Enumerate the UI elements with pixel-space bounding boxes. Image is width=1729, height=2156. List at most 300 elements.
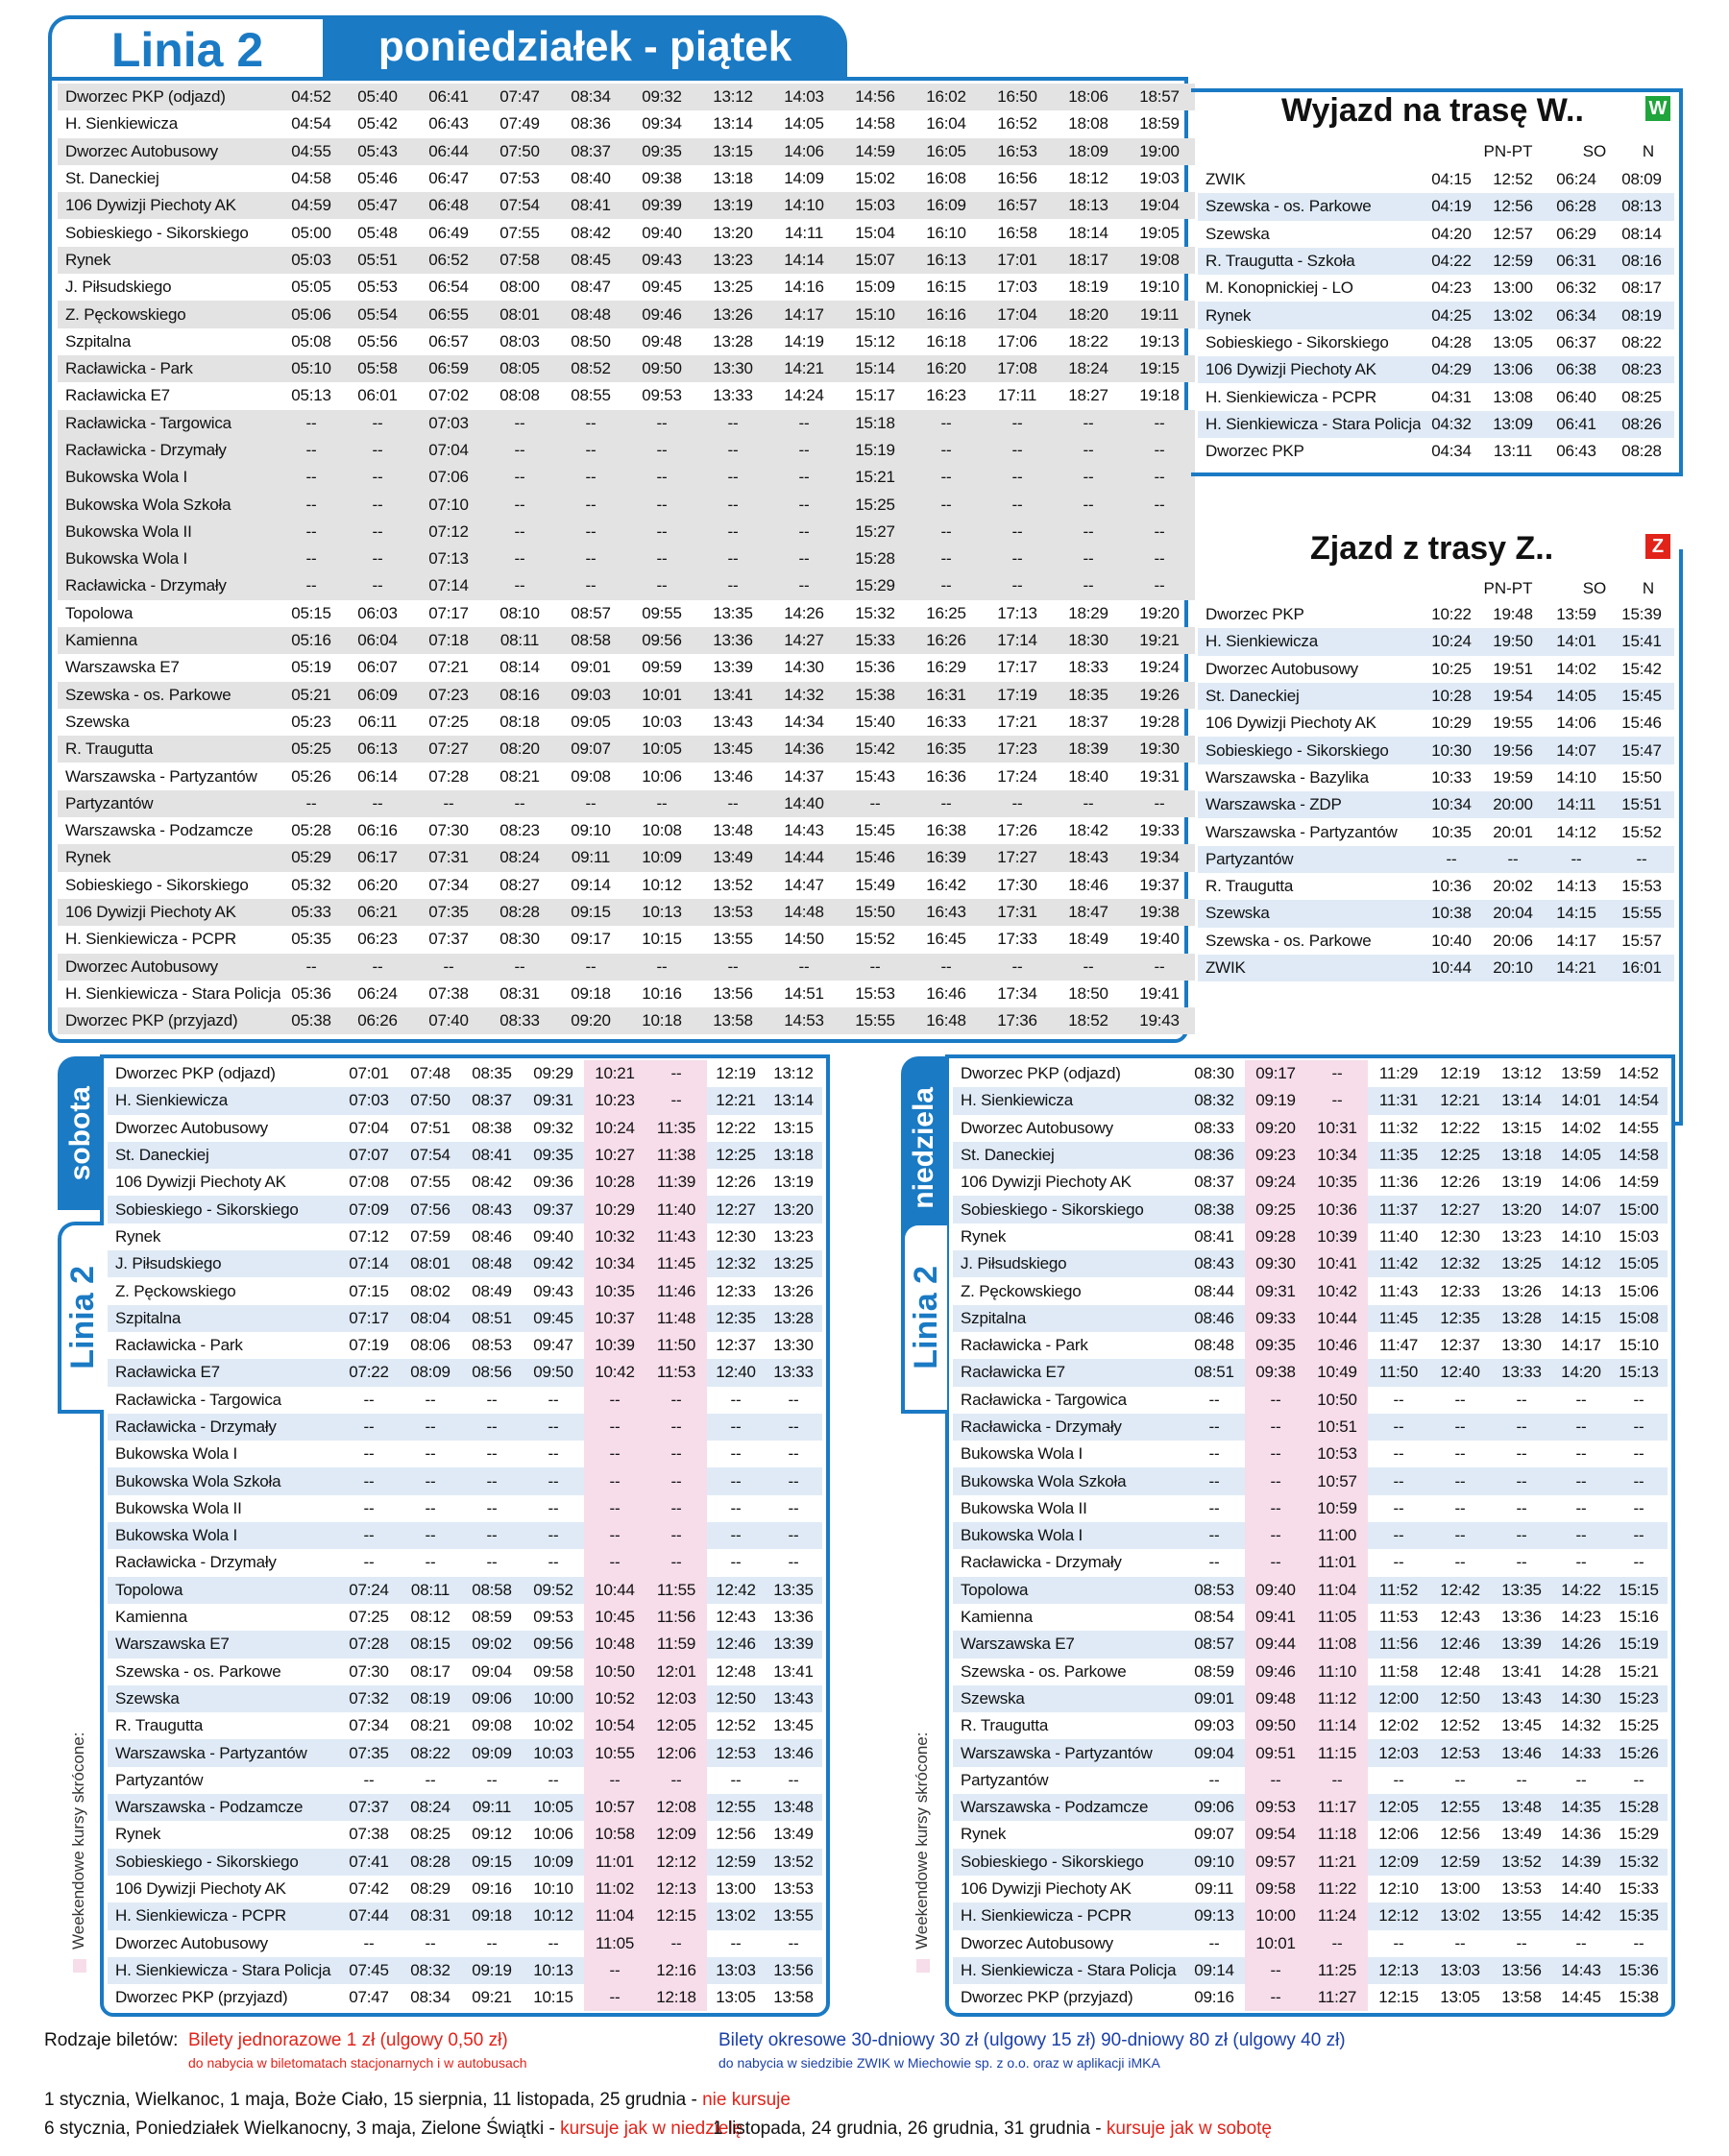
- departure-time: 19:00: [1124, 138, 1195, 165]
- departure-time: 13:52: [1491, 1849, 1552, 1876]
- departure-time: 12:09: [645, 1821, 707, 1848]
- departure-time: 13:45: [1501, 1716, 1542, 1735]
- departure-time: --: [1516, 1770, 1527, 1789]
- departure-time: 15:03: [1619, 1226, 1659, 1246]
- departure-time: 11:39: [645, 1169, 707, 1196]
- table-row: [58, 899, 1208, 926]
- departure-time: 13:41: [1501, 1661, 1542, 1681]
- departure-time: --: [911, 545, 982, 572]
- departure-time: 11:05: [1306, 1604, 1368, 1631]
- departure-time: 12:53: [1429, 1739, 1491, 1766]
- departure-time: --: [1368, 1414, 1429, 1441]
- departure-time: 14:17: [1561, 1336, 1601, 1355]
- table-row: [953, 1495, 1669, 1522]
- table-row: [953, 1332, 1669, 1359]
- departure-time: 08:19: [1609, 302, 1674, 328]
- stop-name: Dworzec PKP: [1205, 442, 1304, 461]
- stop-name: Warszawska - Podzamcze: [65, 821, 254, 840]
- departure-time: 08:21: [499, 766, 540, 786]
- departure-time: --: [1245, 1522, 1306, 1549]
- departure-time: 08:28: [484, 899, 555, 926]
- departure-time: --: [461, 1414, 523, 1441]
- departure-time: 05:40: [342, 84, 413, 110]
- stop-name: Z. Pęckowskiego: [115, 1281, 236, 1300]
- table-row: [108, 1250, 824, 1277]
- departure-time: 10:39: [1306, 1223, 1368, 1250]
- departure-time: 06:24: [1556, 170, 1596, 189]
- departure-time: --: [626, 491, 697, 518]
- table-row: [953, 1794, 1669, 1821]
- days-tab: [323, 15, 847, 79]
- table-row: [953, 1223, 1669, 1250]
- departure-time: 15:18: [840, 410, 911, 437]
- departure-time: --: [1393, 1444, 1404, 1464]
- departure-time: 15:38: [1619, 1988, 1659, 2007]
- depart-table: [1198, 166, 1674, 465]
- departure-time: --: [584, 1414, 645, 1441]
- departure-time: 07:12: [413, 519, 484, 545]
- table-row: [108, 1631, 824, 1658]
- table-row: [953, 1902, 1669, 1929]
- departure-time: 10:41: [1306, 1250, 1368, 1277]
- table-row: [58, 410, 1208, 437]
- departure-time: 14:34: [784, 712, 824, 731]
- departure-time: --: [1053, 545, 1124, 572]
- table-row: [953, 1685, 1669, 1712]
- departure-time: 18:19: [1068, 278, 1108, 297]
- departure-time: 10:24: [1421, 628, 1482, 655]
- departure-time: 12:27: [707, 1196, 765, 1223]
- table-row: [58, 84, 1208, 110]
- departure-time: 18:42: [1068, 821, 1108, 840]
- table-row: [58, 219, 1208, 246]
- stop-name: Kamienna: [961, 1608, 1033, 1627]
- departure-time: 16:38: [926, 821, 966, 840]
- table-row: [58, 519, 1208, 545]
- departure-time: --: [1306, 1087, 1368, 1114]
- departure-time: --: [425, 1390, 436, 1409]
- departure-time: 09:16: [1194, 1988, 1234, 2007]
- departure-time: --: [484, 491, 555, 518]
- departure-time: 13:48: [1491, 1794, 1552, 1821]
- departure-time: 11:25: [1306, 1957, 1368, 1984]
- departure-time: 05:15: [291, 603, 331, 622]
- departure-time: 18:29: [1068, 603, 1108, 622]
- departure-time: 14:03: [768, 84, 840, 110]
- departure-time: 13:09: [1482, 411, 1544, 438]
- departure-time: 12:48: [1440, 1661, 1480, 1681]
- departure-time: 04:20: [1431, 224, 1472, 243]
- departure-time: --: [1183, 1467, 1245, 1494]
- table-row: [1198, 846, 1674, 873]
- departure-time: 13:56: [1491, 1957, 1552, 1984]
- departure-time: --: [1245, 1495, 1306, 1522]
- departure-time: 13:20: [1491, 1196, 1552, 1223]
- departure-time: 08:18: [499, 712, 540, 731]
- departure-time: 15:19: [1610, 1631, 1668, 1658]
- departure-time: 10:48: [584, 1631, 645, 1658]
- departure-time: 17:04: [982, 301, 1053, 327]
- stop-name: 106 Dywizji Piechoty AK: [961, 1173, 1132, 1192]
- departure-time: 16:18: [926, 331, 966, 351]
- table-row: [953, 1631, 1669, 1658]
- departure-time: 11:29: [1378, 1064, 1419, 1083]
- table-row: [953, 1115, 1669, 1142]
- return-header-pnpt: PN-PT: [1483, 579, 1533, 597]
- stop-name: Warszawska - Partyzantów: [1205, 822, 1398, 841]
- departure-time: --: [1053, 519, 1124, 545]
- departure-time: 12:56: [1440, 1825, 1480, 1844]
- table-row: [1198, 221, 1674, 248]
- departure-time: 07:28: [338, 1631, 400, 1658]
- departure-time: 13:02: [1429, 1902, 1491, 1929]
- stop-name: St. Daneckiej: [953, 1142, 1183, 1169]
- departure-time: 13:36: [773, 1608, 814, 1627]
- departure-time: 05:06: [280, 301, 342, 327]
- departure-time: 16:33: [926, 712, 966, 731]
- departure-time: 11:01: [1306, 1549, 1368, 1576]
- departure-time: --: [1454, 1553, 1466, 1572]
- departure-time: 13:39: [1491, 1631, 1552, 1658]
- departure-time: 18:39: [1053, 736, 1124, 763]
- weekday-table: [58, 84, 1208, 1034]
- table-row: [108, 1387, 824, 1414]
- departure-time: 19:18: [1139, 386, 1180, 405]
- departure-time: --: [342, 519, 413, 545]
- departure-time: 06:43: [428, 114, 469, 133]
- departure-time: 14:43: [784, 821, 824, 840]
- departure-time: 10:12: [523, 1902, 584, 1929]
- departure-time: 12:21: [707, 1087, 765, 1114]
- departure-time: 15:19: [840, 437, 911, 464]
- departure-time: 12:43: [716, 1608, 756, 1627]
- departure-time: --: [1124, 410, 1195, 437]
- departure-time: 10:44: [584, 1577, 645, 1604]
- departure-time: 14:58: [855, 114, 895, 133]
- table-row: [1198, 166, 1674, 193]
- departure-time: --: [1053, 790, 1124, 817]
- departure-time: --: [1429, 1414, 1491, 1441]
- departure-time: 06:11: [357, 712, 398, 731]
- departure-time: 12:01: [645, 1659, 707, 1685]
- stop-name: H. Sienkiewicza: [108, 1087, 338, 1114]
- departure-time: --: [645, 1522, 707, 1549]
- departure-time: 14:13: [1556, 877, 1596, 896]
- departure-time: --: [788, 1770, 799, 1789]
- departure-time: --: [425, 1553, 436, 1572]
- departure-time: 12:33: [1440, 1281, 1480, 1300]
- departure-time: 15:40: [855, 712, 895, 731]
- departure-time: 05:00: [291, 223, 331, 242]
- table-row: [108, 1196, 824, 1223]
- table-row: [108, 1414, 824, 1441]
- departure-time: 07:59: [410, 1226, 451, 1246]
- departure-time: 05:16: [280, 627, 342, 654]
- saturday-line-label: Linia 2: [63, 1266, 101, 1369]
- departure-time: 16:05: [911, 138, 982, 165]
- departure-time: 06:03: [357, 603, 398, 622]
- departure-time: 08:57: [1183, 1631, 1245, 1658]
- departure-time: 14:14: [768, 247, 840, 274]
- stop-name: Dworzec PKP: [1205, 605, 1304, 624]
- table-row: [108, 1604, 824, 1631]
- departure-time: 13:20: [713, 223, 753, 242]
- departure-time: --: [697, 519, 768, 545]
- departure-time: 09:11: [461, 1794, 523, 1821]
- departure-time: 13:25: [765, 1250, 822, 1277]
- stop-name: Kamienna: [58, 627, 280, 654]
- departure-time: 06:41: [1544, 411, 1609, 438]
- departure-time: --: [788, 1444, 799, 1464]
- departure-time: 13:18: [1491, 1142, 1552, 1169]
- departure-time: 07:17: [338, 1305, 400, 1332]
- departure-time: 18:13: [1053, 192, 1124, 219]
- table-row: [953, 1577, 1669, 1604]
- saturday-note: Weekendowe kursy skrócone:: [69, 1732, 87, 1950]
- single-tickets-where: do nabycia w biletomatach stacjonarnych i w autobusach: [188, 2055, 527, 2071]
- departure-time: 13:35: [1491, 1577, 1552, 1604]
- table-row: [58, 355, 1208, 382]
- departure-time: --: [697, 410, 768, 437]
- departure-time: --: [461, 1467, 523, 1494]
- stop-name: Racławicka - Drzymały: [953, 1414, 1183, 1441]
- departure-time: --: [730, 1390, 742, 1409]
- table-row: [108, 1087, 824, 1114]
- departure-time: --: [1053, 410, 1124, 437]
- departure-time: 09:14: [1183, 1957, 1245, 1984]
- departure-time: 20:02: [1493, 877, 1533, 896]
- departure-time: --: [645, 1930, 707, 1957]
- departure-time: 06:59: [413, 355, 484, 382]
- departure-time: 14:27: [768, 627, 840, 654]
- departure-time: --: [1491, 1414, 1552, 1441]
- departure-time: 12:46: [1429, 1631, 1491, 1658]
- holiday-note-2-red: kursuje jak w niedzielę: [560, 2119, 743, 2139]
- departure-time: 14:10: [1556, 767, 1596, 787]
- departure-time: 16:16: [911, 301, 982, 327]
- departure-time: 14:52: [1619, 1064, 1659, 1083]
- departure-time: 11:58: [1378, 1661, 1419, 1681]
- departure-time: --: [523, 1414, 584, 1441]
- departure-time: 08:59: [472, 1608, 512, 1627]
- departure-time: 18:30: [1053, 627, 1124, 654]
- departure-time: --: [584, 1495, 645, 1522]
- departure-time: 14:01: [1552, 1087, 1610, 1114]
- departure-time: --: [707, 1467, 765, 1494]
- departure-time: 09:40: [533, 1226, 573, 1246]
- departure-time: 19:40: [1139, 930, 1180, 949]
- stop-name: H. Sienkiewicza - Stara Policja: [65, 983, 280, 1003]
- departure-time: 13:53: [773, 1879, 814, 1899]
- departure-time: 18:43: [1053, 844, 1124, 871]
- departure-time: 07:34: [349, 1716, 389, 1735]
- saturday-table-wrap: [108, 1060, 824, 2011]
- stop-name: Rynek: [115, 1825, 161, 1844]
- table-row: [953, 1659, 1669, 1685]
- stop-name: Rynek: [115, 1226, 161, 1246]
- table-row: [58, 1007, 1208, 1034]
- departure-time: 12:03: [645, 1685, 707, 1712]
- departure-time: 14:23: [1561, 1608, 1601, 1627]
- departure-time: 04:19: [1421, 193, 1482, 220]
- departure-time: --: [486, 1498, 498, 1517]
- departure-time: 10:50: [1306, 1387, 1368, 1414]
- departure-time: 05:56: [357, 331, 398, 351]
- stop-name: M. Konopnickiej - LO: [1205, 279, 1353, 298]
- departure-time: 09:30: [1245, 1250, 1306, 1277]
- departure-time: 09:52: [523, 1577, 584, 1604]
- departure-time: --: [982, 491, 1053, 518]
- departure-time: 08:12: [410, 1608, 451, 1627]
- departure-time: 12:25: [1429, 1142, 1491, 1169]
- departure-time: --: [1053, 572, 1124, 599]
- table-row: [58, 709, 1208, 736]
- departure-time: 09:18: [461, 1902, 523, 1929]
- departure-time: 09:56: [626, 627, 697, 654]
- table-row: [108, 1359, 824, 1386]
- departure-time: --: [1516, 1933, 1527, 1952]
- departure-time: 13:18: [765, 1142, 822, 1169]
- departure-time: 08:03: [499, 331, 540, 351]
- departure-time: 10:33: [1431, 767, 1472, 787]
- departure-time: 14:40: [1561, 1879, 1601, 1899]
- table-row: [1198, 900, 1674, 927]
- departure-time: --: [697, 491, 768, 518]
- departure-time: --: [555, 790, 626, 817]
- departure-time: 10:02: [533, 1716, 573, 1735]
- departure-time: 15:41: [1609, 628, 1674, 655]
- departure-time: 14:11: [1544, 791, 1609, 818]
- departure-time: 13:19: [697, 192, 768, 219]
- departure-time: 15:09: [855, 278, 895, 297]
- departure-time: 09:09: [461, 1739, 523, 1766]
- table-row: [953, 1277, 1669, 1304]
- departure-time: 09:36: [533, 1173, 573, 1192]
- departure-time: --: [626, 545, 697, 572]
- departure-time: 14:11: [784, 223, 824, 242]
- stop-name: Dworzec Autobusowy: [58, 138, 280, 165]
- departure-time: --: [1633, 1390, 1644, 1409]
- stop-name: Racławicka - Drzymały: [58, 572, 280, 599]
- table-row: [953, 1876, 1669, 1902]
- table-row: [953, 1549, 1669, 1576]
- departure-time: 10:35: [1306, 1169, 1368, 1196]
- departure-time: 11:36: [1378, 1173, 1419, 1192]
- departure-time: 11:56: [1368, 1631, 1429, 1658]
- departure-time: --: [425, 1933, 436, 1952]
- departure-time: 07:35: [413, 899, 484, 926]
- table-row: [58, 110, 1208, 137]
- departure-time: --: [1368, 1467, 1429, 1494]
- departure-time: 11:47: [1378, 1336, 1419, 1355]
- departure-time: 15:29: [1619, 1825, 1659, 1844]
- departure-time: 09:01: [1183, 1685, 1245, 1712]
- departure-time: 16:23: [926, 386, 966, 405]
- departure-time: 18:47: [1053, 899, 1124, 926]
- table-row: [58, 600, 1208, 627]
- departure-time: 11:37: [1368, 1196, 1429, 1223]
- departure-time: 14:21: [768, 355, 840, 382]
- departure-time: 15:08: [1610, 1305, 1668, 1332]
- departure-time: 16:20: [911, 355, 982, 382]
- departure-time: 06:20: [357, 875, 398, 894]
- departure-time: --: [555, 572, 626, 599]
- departure-time: 09:41: [1245, 1604, 1306, 1631]
- departure-time: 19:24: [1139, 658, 1180, 677]
- departure-time: --: [338, 1522, 400, 1549]
- departure-time: 10:23: [584, 1087, 645, 1114]
- departure-time: 15:38: [840, 682, 911, 709]
- table-row: [1198, 356, 1674, 383]
- departure-time: 13:23: [773, 1226, 814, 1246]
- table-row: [953, 1359, 1669, 1386]
- departure-time: --: [1393, 1390, 1404, 1409]
- departure-time: 09:47: [533, 1336, 573, 1355]
- departure-time: 19:21: [1124, 627, 1195, 654]
- departure-time: 10:15: [533, 1988, 573, 2007]
- departure-time: 08:24: [484, 844, 555, 871]
- departure-time: --: [645, 1467, 707, 1494]
- departure-time: 14:06: [1561, 1173, 1601, 1192]
- holiday-note-3-red: kursuje jak w sobotę: [1106, 2119, 1273, 2139]
- departure-time: 10:37: [584, 1305, 645, 1332]
- departure-time: 05:28: [291, 821, 331, 840]
- departure-time: 15:53: [1621, 877, 1662, 896]
- departure-time: 08:32: [1183, 1087, 1245, 1114]
- departure-time: --: [342, 491, 413, 518]
- departure-time: --: [697, 464, 768, 491]
- departure-time: --: [911, 410, 982, 437]
- departure-time: 15:03: [840, 192, 911, 219]
- departure-time: --: [523, 1467, 584, 1494]
- table-row: [953, 1712, 1669, 1739]
- departure-time: 13:12: [1501, 1064, 1542, 1083]
- departure-time: --: [1575, 1553, 1587, 1572]
- departure-time: 17:23: [982, 736, 1053, 763]
- departure-time: --: [1053, 464, 1124, 491]
- departure-time: 07:49: [499, 114, 540, 133]
- departure-time: 16:02: [911, 84, 982, 110]
- departure-time: 09:04: [472, 1661, 512, 1681]
- departure-time: 08:34: [555, 84, 626, 110]
- table-row: [108, 1902, 824, 1929]
- stop-name: R. Traugutta: [961, 1716, 1049, 1735]
- departure-time: 10:01: [626, 682, 697, 709]
- departure-time: 12:09: [1368, 1849, 1429, 1876]
- departure-time: --: [768, 410, 840, 437]
- departure-time: 09:46: [1245, 1659, 1306, 1685]
- departure-time: 12:55: [707, 1794, 765, 1821]
- table-row: [58, 654, 1208, 681]
- departure-time: 08:58: [461, 1577, 523, 1604]
- table-row: [1198, 438, 1674, 465]
- departure-time: 14:26: [784, 603, 824, 622]
- departure-time: 07:45: [338, 1957, 400, 1984]
- departure-time: 10:05: [626, 736, 697, 763]
- period-tickets-where: do nabycia w siedzibie ZWIK w Miechowie sp. z o.o. oraz w aplikacji iMKA: [718, 2055, 1160, 2071]
- departure-time: 09:16: [472, 1879, 512, 1899]
- departure-time: 16:42: [926, 875, 966, 894]
- departure-time: 13:30: [1501, 1336, 1542, 1355]
- departure-time: --: [730, 1553, 742, 1572]
- stop-name: St. Daneckiej: [1198, 683, 1421, 710]
- departure-time: 07:15: [349, 1281, 389, 1300]
- departure-time: 12:26: [716, 1173, 756, 1192]
- departure-time: 11:40: [645, 1196, 707, 1223]
- departure-time: 07:04: [413, 437, 484, 464]
- departure-time: 15:50: [1621, 767, 1662, 787]
- departure-time: 06:17: [342, 844, 413, 871]
